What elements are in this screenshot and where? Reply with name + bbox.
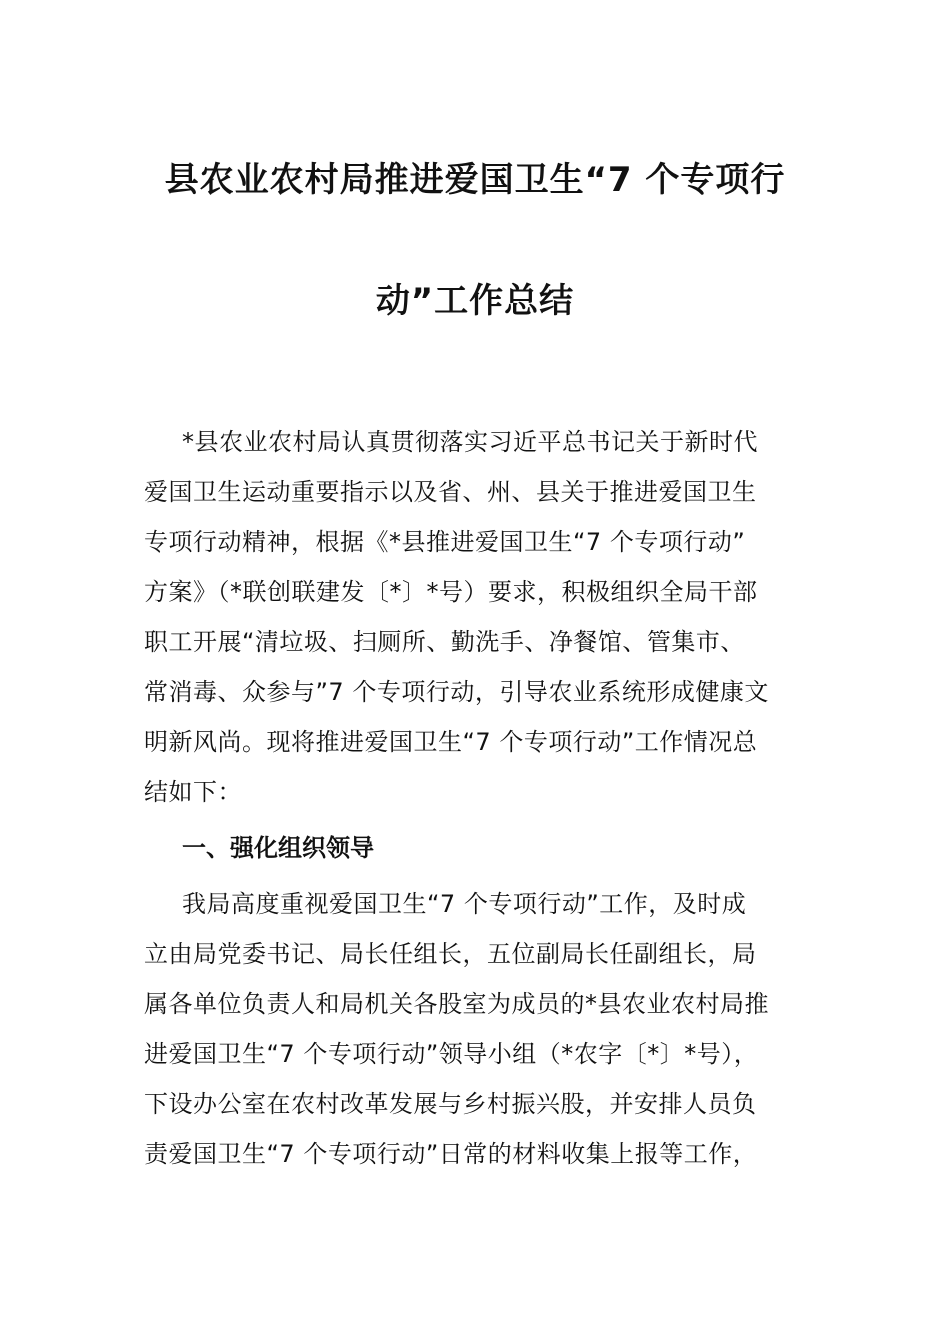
section-1-paragraph <box>144 879 809 1179</box>
document-title-line-2: 动”工作总结 <box>375 281 575 321</box>
document-title-line-1: 县农业农村局推进爱国卫生“7 个专项行 <box>164 160 786 200</box>
paragraph-line: 立由局党委书记、局长任组长，五位副局长任副组长，局 <box>144 940 757 968</box>
paragraph-line: 专项行动精神，根据《*县推进爱国卫生“7 个专项行动” <box>144 528 746 556</box>
paragraph-line: 爱国卫生运动重要指示以及省、州、县关于推进爱国卫生 <box>144 478 757 506</box>
paragraph-line: 结如下： <box>144 778 242 806</box>
paragraph-line: 常消毒、众参与”7 个专项行动，引导农业系统形成健康文 <box>144 678 769 706</box>
paragraph-line: 职工开展“清垃圾、扫厕所、勤洗手、净餐馆、管集市、 <box>144 628 745 656</box>
paragraph-line: *县农业农村局认真贯彻落实习近平总书记关于新时代 <box>182 428 758 456</box>
paragraph-line: 方案》（*联创联建发〔*〕*号）要求，积极组织全局干部 <box>144 578 758 606</box>
paragraph-line: 属各单位负责人和局机关各股室为成员的*县农业农村局推 <box>144 990 769 1018</box>
paragraph-line: 责爱国卫生“7 个专项行动”日常的材料收集上报等工作， <box>144 1140 758 1168</box>
paragraph-line: 进爱国卫生“7 个专项行动”领导小组（*农字〔*〕*号）， <box>144 1040 759 1068</box>
paragraph-line: 我局高度重视爱国卫生“7 个专项行动”工作，及时成 <box>182 890 747 918</box>
paragraph-line: 明新风尚。现将推进爱国卫生“7 个专项行动”工作情况总 <box>144 728 758 756</box>
section-heading: 一、强化组织领导 <box>182 834 374 862</box>
document-body <box>144 417 809 1179</box>
intro-paragraph <box>144 417 809 817</box>
paragraph-line: 下设办公室在农村改革发展与乡村振兴股，并安排人员负 <box>144 1090 757 1118</box>
